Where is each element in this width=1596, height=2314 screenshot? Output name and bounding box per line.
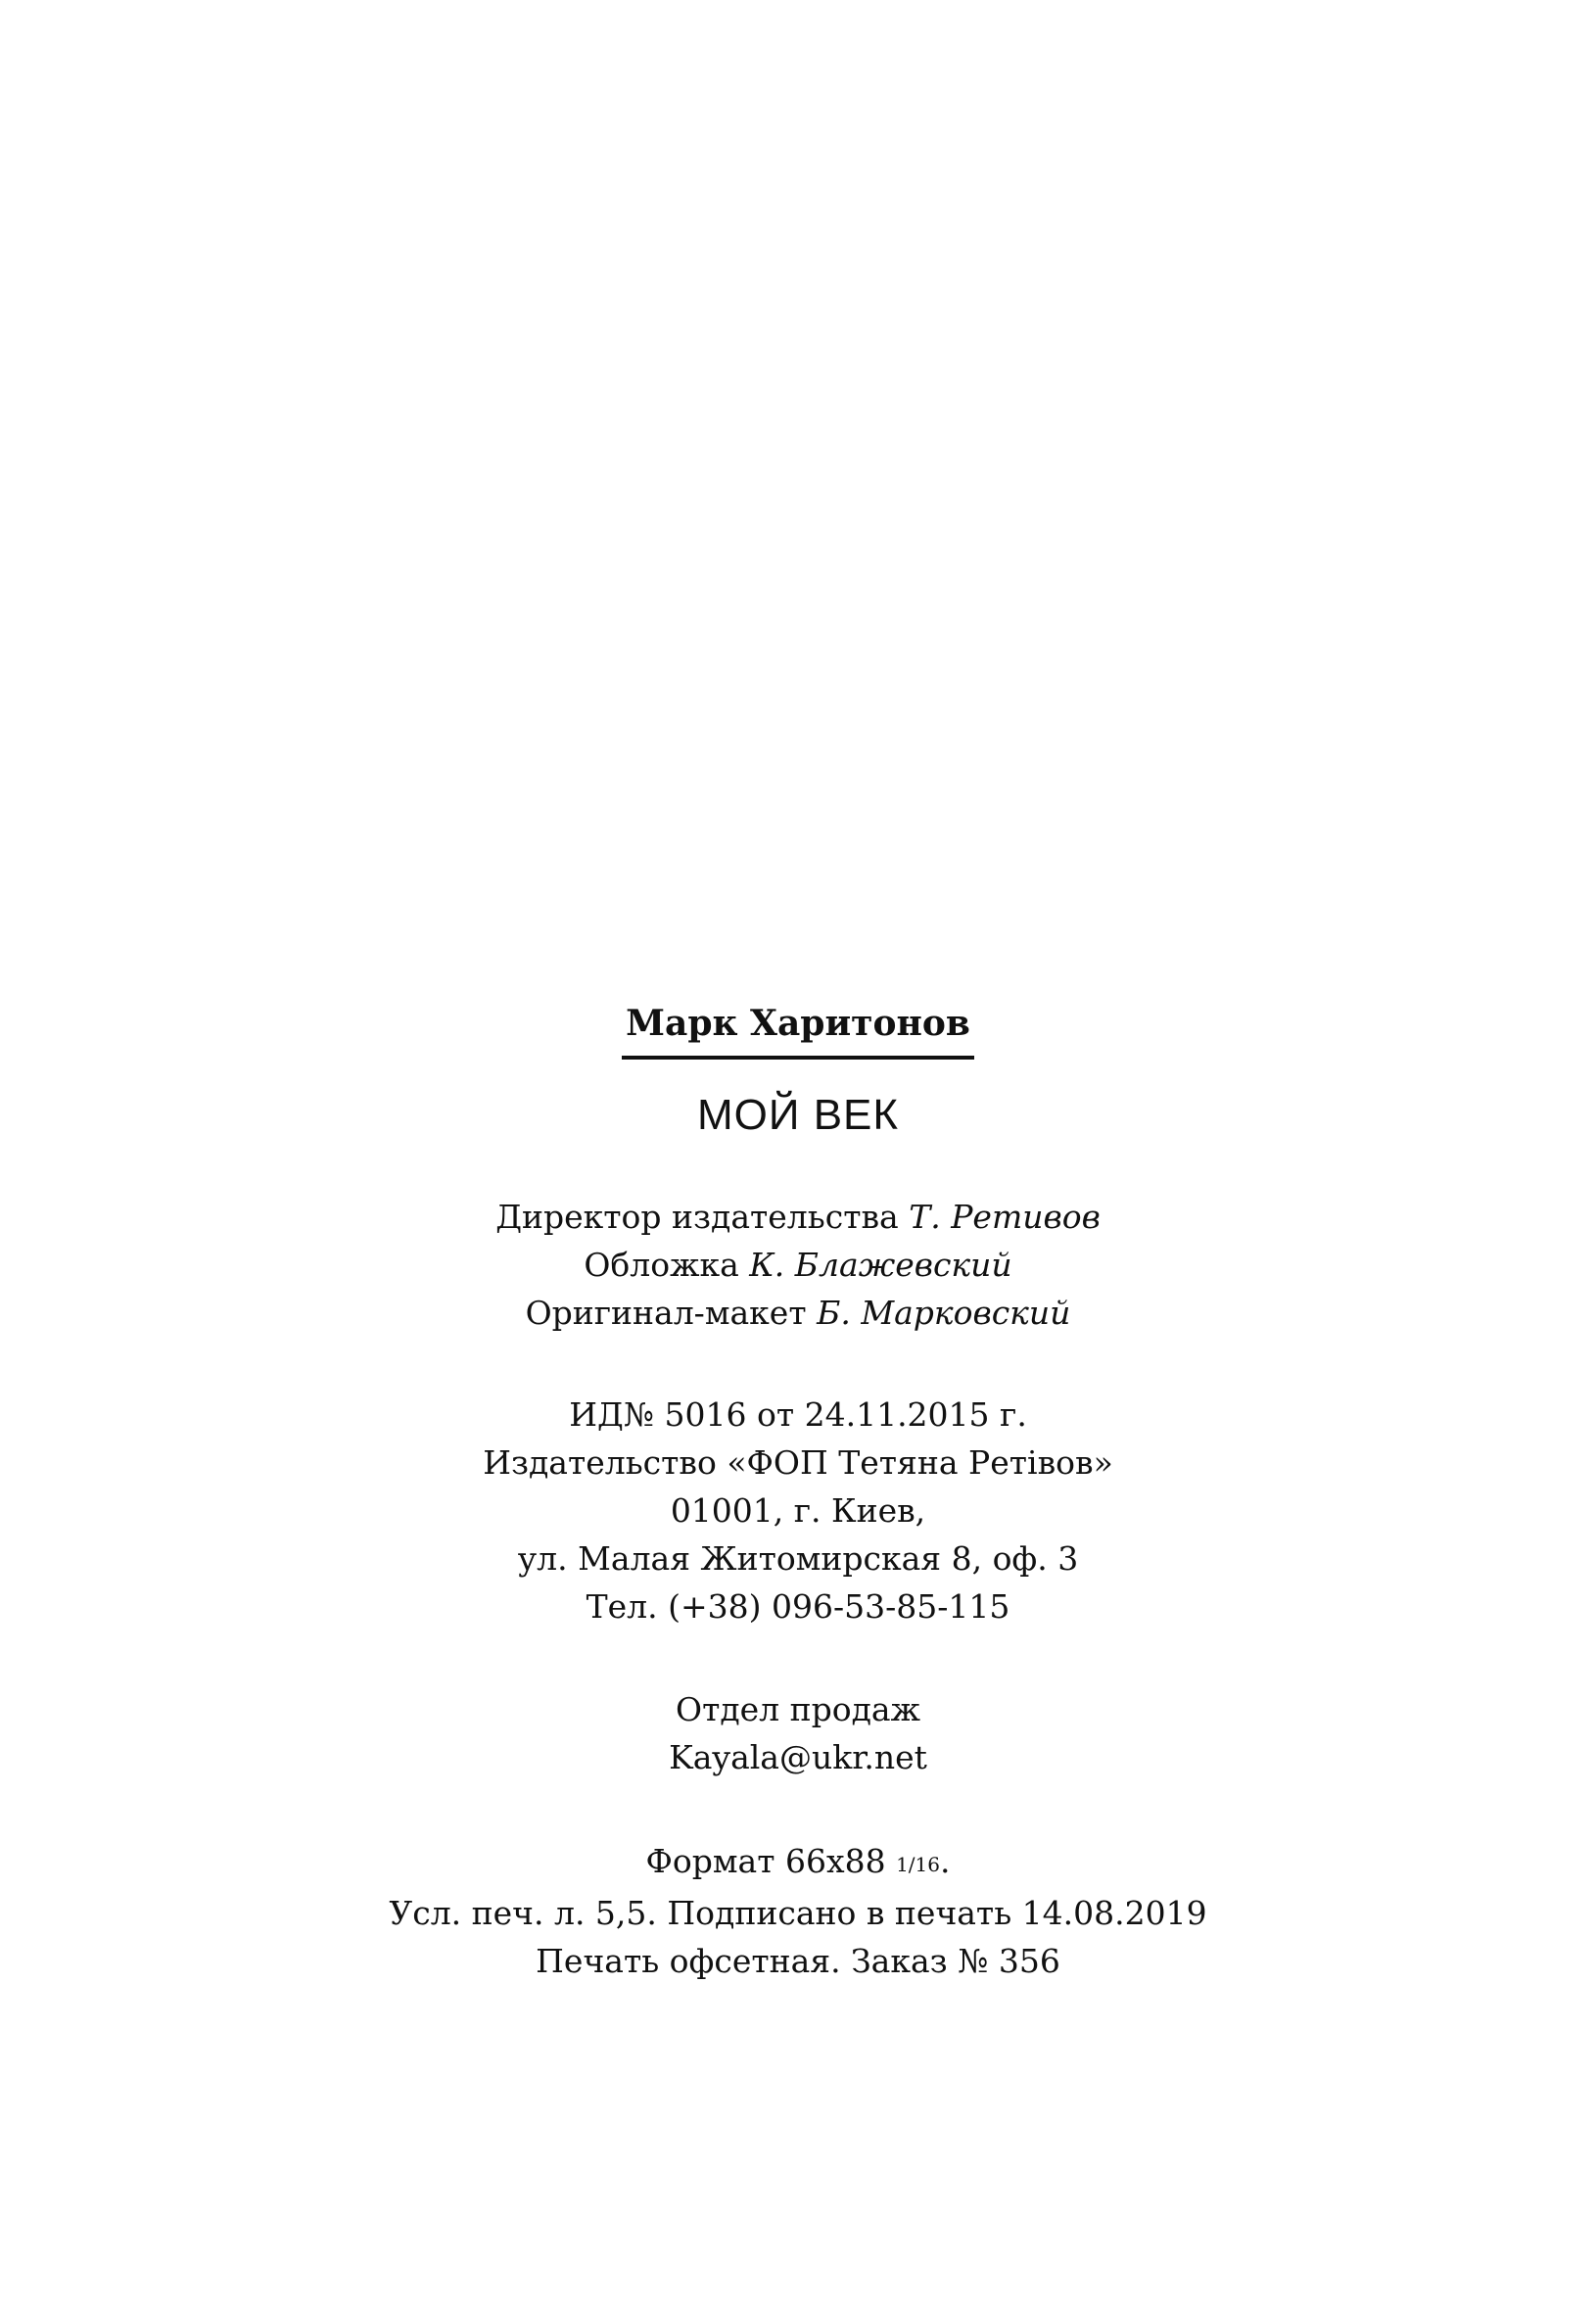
publisher-license: ИД№ 5016 от 24.11.2015 г. <box>569 1395 1027 1434</box>
print-sheets: Усл. печ. л. 5,5. Подписано в печать 14.08.2019 <box>389 1894 1207 1932</box>
sales-label: Отдел продаж <box>676 1690 920 1728</box>
format-end: . <box>940 1842 951 1880</box>
publisher-city: 01001, г. Киев, <box>670 1491 926 1530</box>
publisher-street: ул. Малая Житомирская 8, оф. 3 <box>517 1539 1079 1578</box>
credit-role: Обложка <box>584 1246 739 1284</box>
sales-email: Kayala@ukr.net <box>669 1738 927 1776</box>
imprint-page <box>0 999 1596 1985</box>
author-name: Марк Харитонов <box>622 999 974 1060</box>
publisher-phone: Тел. (+38) 096-53-85-115 <box>586 1587 1010 1626</box>
print-details-block <box>0 1837 1596 1985</box>
credit-role: Оригинал-макет <box>525 1294 807 1332</box>
credit-name: Б. Марковский <box>817 1294 1071 1332</box>
print-order: Печать офсетная. Заказ № 356 <box>536 1942 1060 1980</box>
credit-cover <box>0 1241 1596 1289</box>
format-fraction: 1/16 <box>896 1853 940 1876</box>
sales-block <box>0 1685 1596 1781</box>
publisher-name: Издательство «ФОП Тетяна Ретівов» <box>483 1443 1113 1482</box>
book-title: МОЙ ВЕК <box>696 1091 900 1139</box>
credit-layout <box>0 1289 1596 1337</box>
credits-block <box>0 1193 1596 1337</box>
credit-name: Т. Ретивов <box>909 1198 1101 1236</box>
format-text: Формат 66х88 <box>645 1842 886 1880</box>
credit-director <box>0 1193 1596 1241</box>
credit-name: К. Блажевский <box>749 1246 1012 1284</box>
author-block <box>622 999 974 1060</box>
credit-role: Директор издательства <box>495 1198 899 1236</box>
publisher-block <box>0 1391 1596 1630</box>
print-format <box>0 1837 1596 1889</box>
